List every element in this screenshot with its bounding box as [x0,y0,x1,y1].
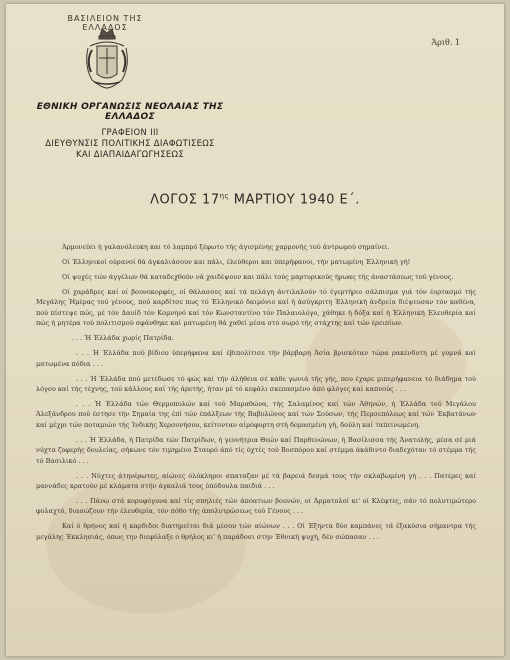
document-page [6,4,504,656]
paragraph: Άρμονεύει ή γαλανόλευκη και τό λαμπρό ξέφωτο τής άγισμένης χαρμονής τού άντρωμού σημαίνει. [62,243,390,251]
paragraph: . . . Ή Έλλάδα τών Θερμοπυλών καί τού Μαραθώνα, τής Σαλαμίνος καί τών Άθηνών, ή Έλλάδα τού Μεγάλου Άλεξάνδρου πού έστησε τήν Σημαία της έπί τών έπάλξεων τής Βαβυλώνος καί τών Σούσων, τής Περσεπόλεως καί τών Έκβατάνων καί μέχρι τών ποταμιών τής Ίνδικής Χερσονήσου, κείτονταν αίμόφυρτη στή δομασμένη γή, δούλη καί ταπεινωμένη. [36,400,476,429]
paragraph: . . . Ή Έλλάδα πού βίδιου ύπερήφανα καί έβιπολίτισε τήν βάρβαρη Άσία βρισκόταν τώρα ρακένδυτη μέ γυμνά καί ματωμένα πόδια . . . [36,349,476,368]
paragraph: . . . Ή Έλλάδα χωρίς Πατρίδα. [72,334,174,343]
paragraph: . . . Ή Έλλάδα πού μετέδωσε τό φώς καί τήν άλήθεια σέ κάθε γωνιά τής γής, που έχαρε μιπερήφανεια τό διάδημα τού λόγου καί τής τέχνης, τού κάλλους καί τής άρετής, ήταν μέ τό κεφάλι σκεπασμένο άπό φλόγες καί καπνούς . . . [36,374,476,394]
office-line: ΚΑΙ ΔΙΑΠΑΙΔΑΓΩΓΗΣΕΩΣ [75,150,185,160]
office-line: ΔΙΕΥΘΥΝΣΙΣ ΠΟΛΙΤΙΚΗΣ ΔΙΑΦΩΤΙΣΕΩΣ [45,139,215,149]
paragraph: Καί ό θρήνος καί ή καρδιδοι διατηρείται διά μέσου τών αίώνων . . . Οί Έξηντα δύο καμπάνες τά έξακόσια σήμαντρα τής μεγάλης Έκκλησιάς, όπως την διεφύλαξε ό θρήλος κι' ή παράδοσι στην Έθνική ψυχή, δέν σώπασαν . . . [36,522,476,541]
organization-title: ΕΘΝΙΚΗ ΟΡΓΑΝΩΣΙΣ ΝΕΟΛΑΙΑΣ ΤΗΣ ΕΛΛΑΔΟΣ [36,102,224,122]
document-number: Άριθ. 1 [431,38,460,47]
paragraph: . . . Νύχτες άτηνέρωτες, αίώνες όλόκληροι σπαταζαν μέ τά βαρειά δεσμά τους τήν σκλαβωμένη γή . . . Πατέρες καί μαννάδες κρατούν μέ κλάματα στήν άγκαλιά τους ύπόδουλα παιδιά . . . [36,471,476,491]
paragraph: Οί Έλληνικοί ούρανοί θά άγκαλιάσουν και πάλι, έλεύθεροι και ύπερήφανοι, τήν ματωμένη Έλληνική γή! [62,258,411,266]
paragraph: . . . Πάνω στά κορυφόγυνα καί τίς σπηλιές τών άπόατιων βουνών, οί Άρματολοί κι' οί Κλέφτες, σάν τό πολυτιμώτερο φυλαχτό, διασώζουν τήν έλευθερία, τόν πόθο τής άπολυτρώσεως τού Γένους . . . [36,497,476,516]
paragraph: . . . Ή Έλλάδα, ή Πατρίδα τών Πατρίδων, ή γεννήτρια Θεών καί Παρθενώνων, ή Βασίλισσα τής Άνατολής, μέσα σέ μιά νύχτα ζοφερής δουλείας, σήκωνε τόν τιμημένο Σταυρό άπό τίς όχτές τού Βοσπόρου καί στέμμα άκάθιντο διαδεχόταν τό στέμμα τής τό Βασιλικό . . . [36,435,476,465]
office-line: ΓΡΑΦΕΙΟΝ III [101,128,159,138]
paragraph: Οί χαράδρες καί οί βουνοκορφές, οί θάλασσες καί τά πελάγη άντιλαλούν τό έγερτήριο σάλπισμα γιά τόν έορτασμό τής Μεγάλης Ήμέρας τού γένους, πού καρδίτσε πως τό Έλληνικό δαιμόνιο καί ή άσύγκριτη Έλληνική άνδρεία διέψευσαν τόν καθένα, πού πίστεψε πώς, μέ τόν Δαυίδ τόν Κομνηνό καί τόν Κωνσταντίνο τόν Παλαιολόγο, χάθηκε ή δόξα καί ή Έλληνική Έλευθερία καί πώς ή μητέρα τού πολιτισμού σφάνθηκε καί ματωμένη θά χαθεί μέσα στό σωρό τής στάχτης καί τών έρειπίων. [36,288,476,328]
royal-coat-of-arms-icon [82,26,132,90]
paragraph: Οί ψυχές τών άγγέλων θά καταδεχθούν νά χαιδέψουν και πάλι τούς μαρτυρικούς ήρωας τής άναστάσεως τού γένους. [62,273,454,281]
speech-body [36,242,476,547]
office-block [6,128,254,161]
speech-title: ΛΟΓΟΣ $17^{\eta\varsigma}$ ΜΑΡΤΙΟΥ 1940 Ε΄. [150,192,360,208]
kingdom-heading: ΒΑΣΙΛΕΙΟΝ ΤΗΣ ΕΛΛΑΔΟΣ [67,14,143,32]
